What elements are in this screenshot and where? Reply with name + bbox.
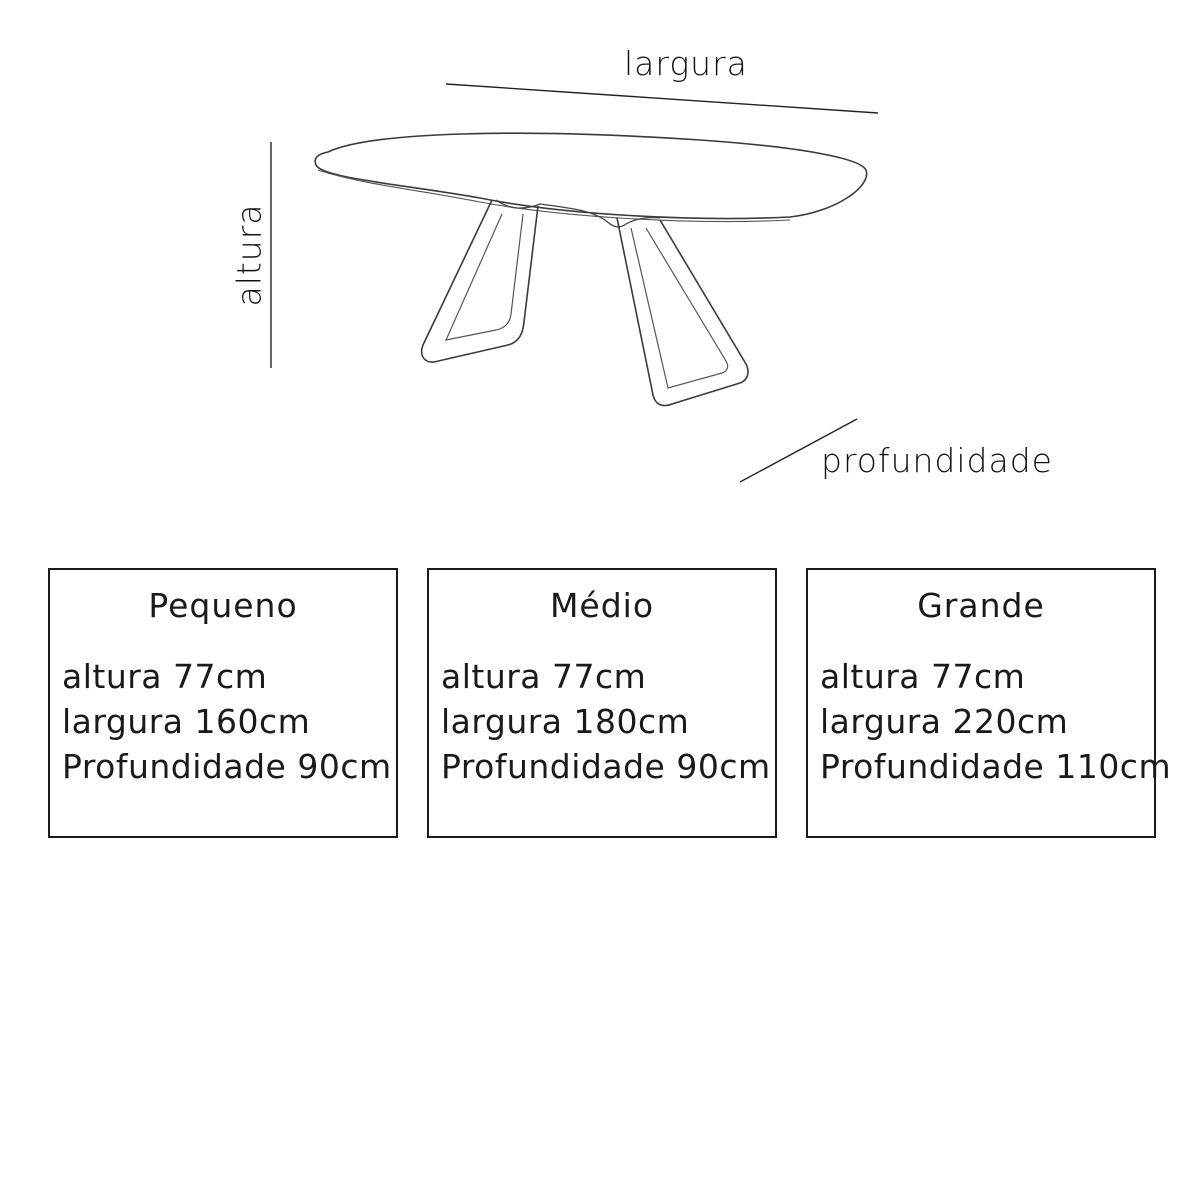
table-top [315, 133, 867, 218]
size-depth: Profundidade 90cm [441, 747, 771, 786]
right-leg [617, 218, 748, 406]
size-card-pequeno [48, 568, 398, 838]
size-width: largura 180cm [441, 702, 690, 741]
size-card-grande [806, 568, 1172, 838]
table-top-edge [318, 170, 790, 221]
size-card-title: Grande [917, 586, 1045, 625]
size-width: largura 220cm [820, 702, 1069, 741]
width-label: largura [624, 44, 748, 83]
size-height: altura 77cm [62, 657, 268, 696]
size-card-title: Pequeno [148, 586, 298, 625]
width-dimension-line [446, 84, 878, 113]
left-leg-inner [446, 214, 523, 340]
size-height: altura 77cm [441, 657, 647, 696]
table-support [496, 200, 660, 227]
size-width: largura 160cm [62, 702, 311, 741]
size-card-medio [427, 568, 777, 838]
size-card-title: Médio [549, 586, 655, 625]
size-height: altura 77cm [820, 657, 1026, 696]
depth-label: profundidade [821, 441, 1053, 480]
left-leg [422, 200, 538, 362]
size-depth: Profundidade 90cm [62, 747, 392, 786]
height-label: altura [229, 203, 269, 307]
size-depth: Profundidade 110cm [820, 747, 1172, 786]
